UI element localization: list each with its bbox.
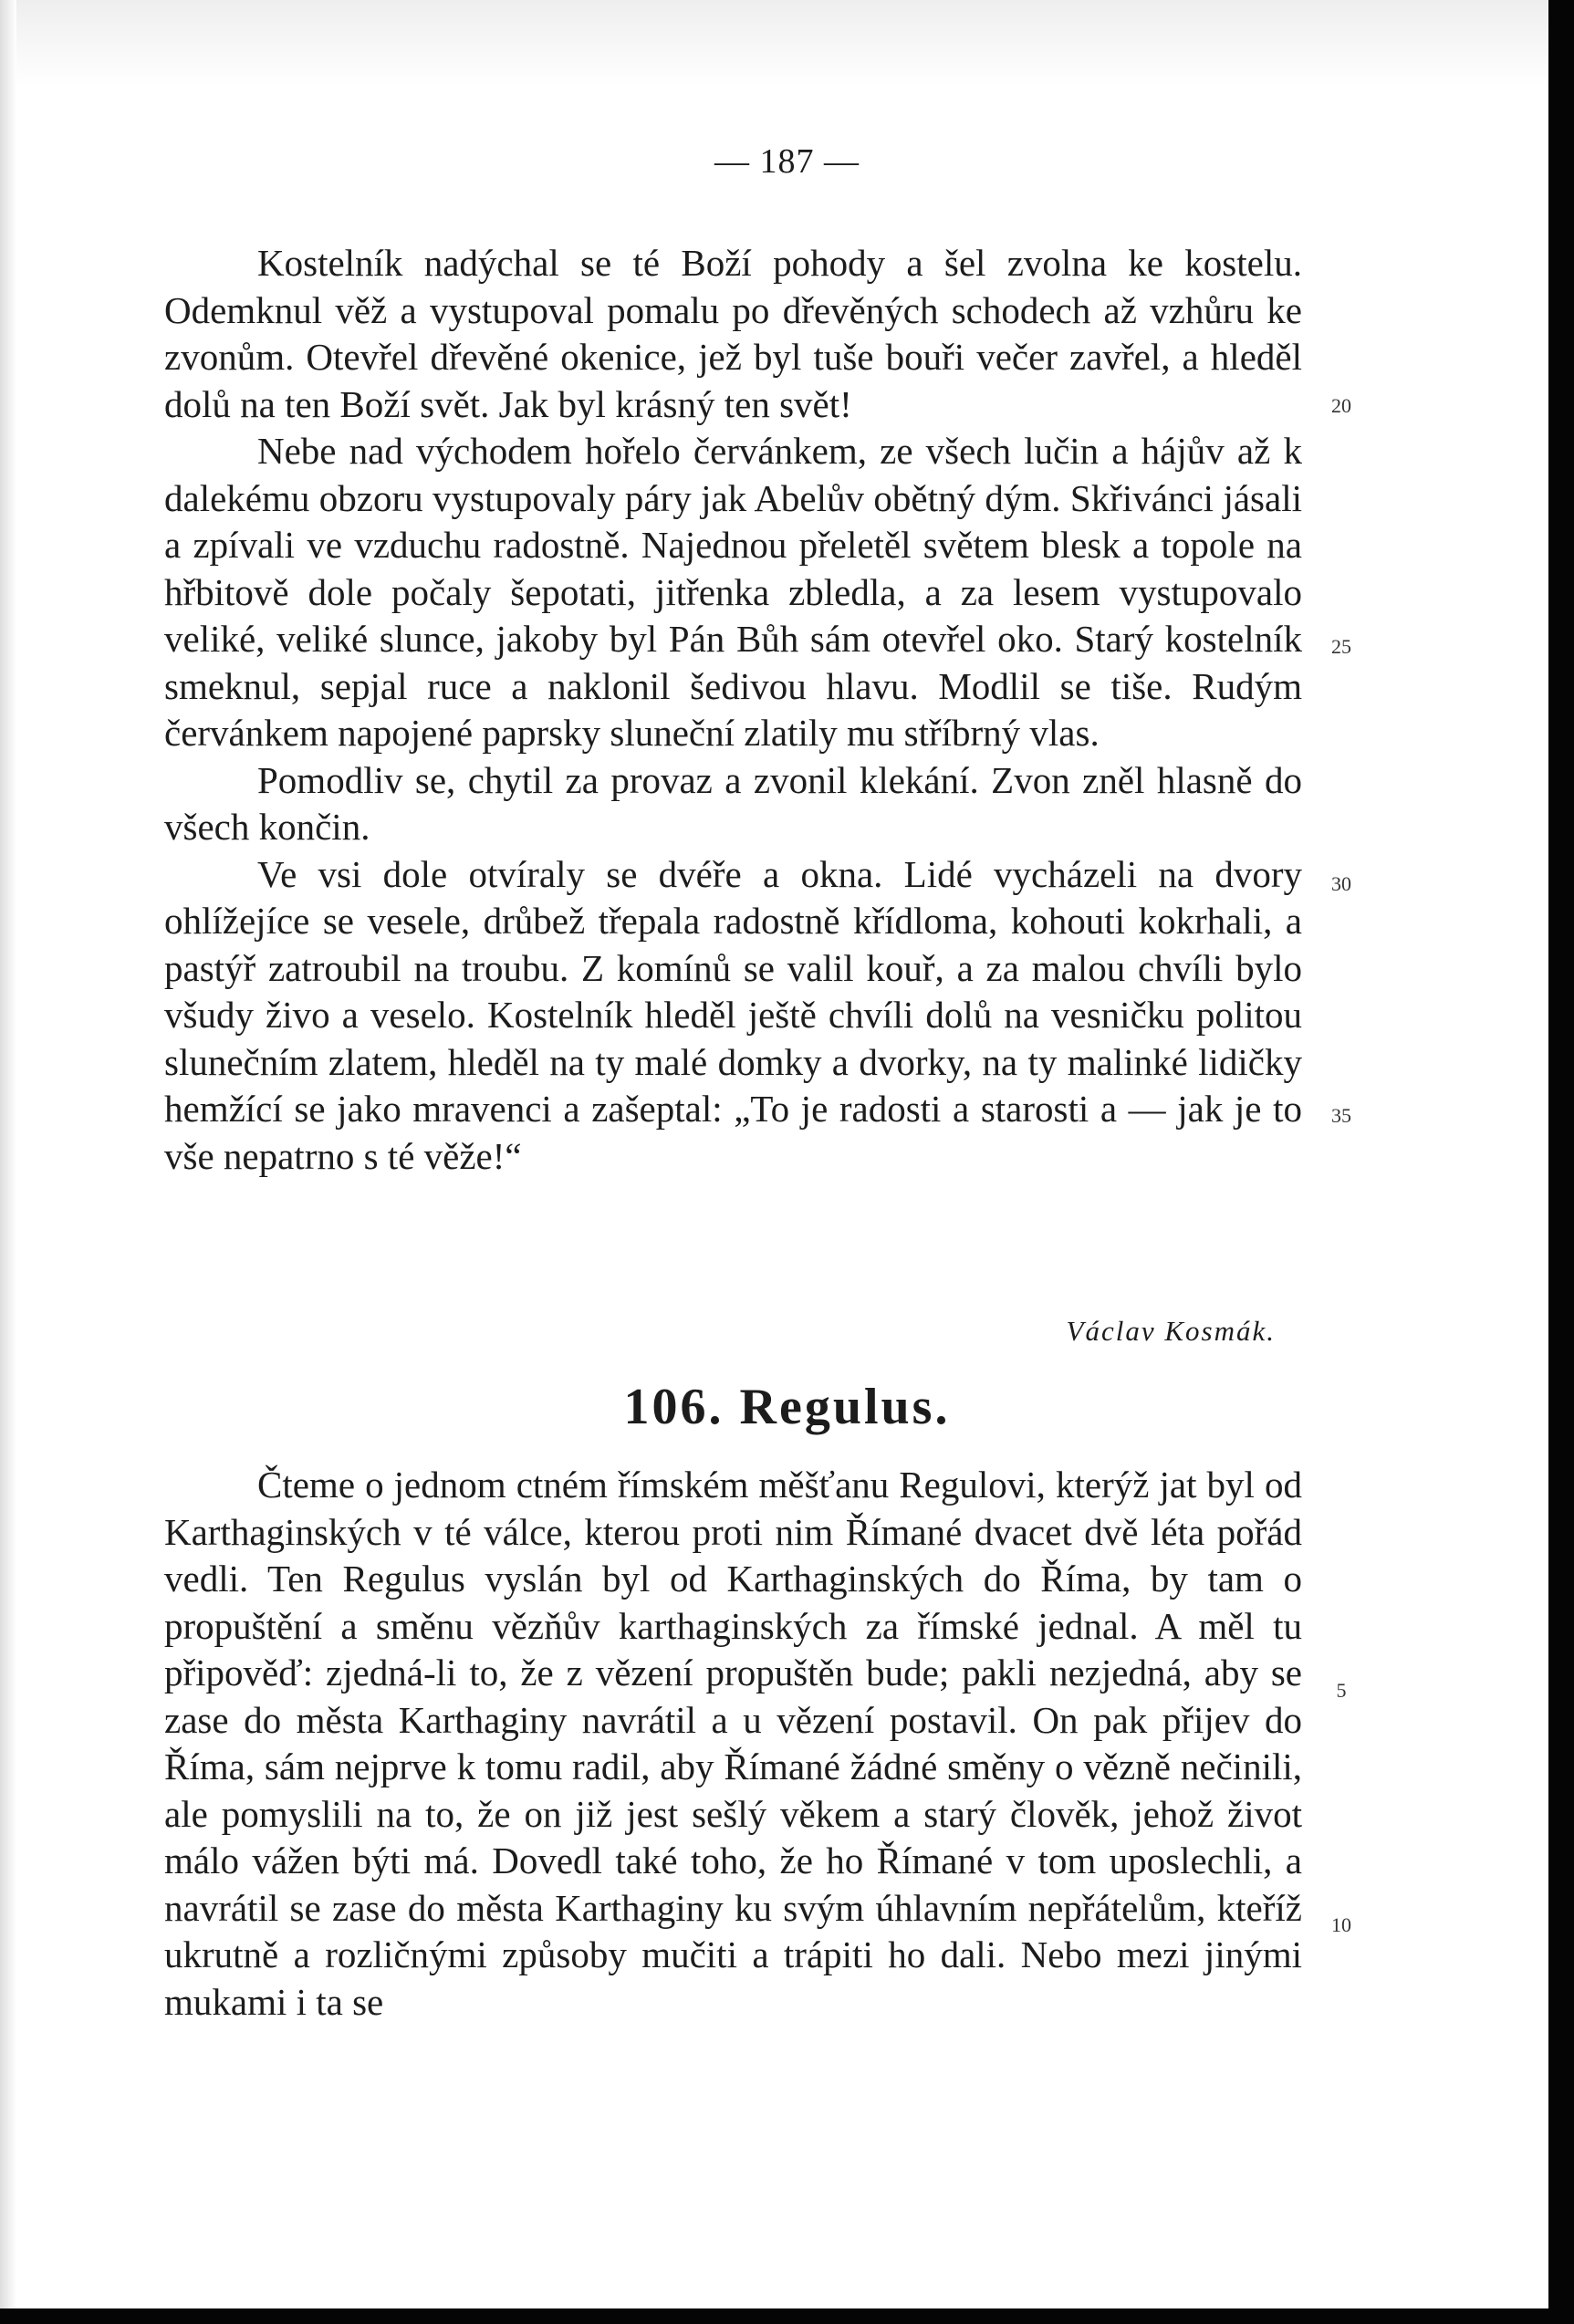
paragraph: Čteme o jednom ctném římském měšťanu Regulovi, kterýž jat byl od Karthaginských v té válce, kterou proti nim Římané dvacet dvě léta pořád vedli. Ten Regulus vyslán byl od Karthaginských do Říma, by tam o propuštění a směnu vězňův karthaginských za římské jednal. A měl tu připověď: zjedná-li to, že z vězení propuštěn bude; pakli nezjedná, aby se zase do města Karthaginy navrátil a u vězení postavil. On pak přijev do Říma, sám nejprve k tomu radil, aby Římané žádné směny o vězně nečinili, ale pomyslili na to, že on již jest sešlý věkem a starý člověk, jehož život málo vážen býti má. Dovedl také toho, že ho Římané v tom uposlechli, a navrátil se zase do města Karthaginy ku svým úhlavním nepřátelům, kteříž ukrutně a rozličnými způsoby mučiti a trápiti ho dali. Nebo mezi jinými mukami i ta se — [164, 1464, 1302, 2023]
author-signature: Václav Kosmák. — [1066, 1315, 1276, 1347]
chapter-heading: 106. Regulus. — [623, 1379, 951, 1435]
scan-border-right — [1548, 0, 1574, 2324]
story-continuation — [164, 240, 1302, 1180]
margin-line-number: 35 — [1331, 1104, 1351, 1127]
margin-line-number: 25 — [1331, 635, 1351, 658]
margin-line-number: 10 — [1331, 1913, 1351, 1936]
paragraph: Pomodliv se, chytil za provaz a zvonil klekání. Zvon zněl hlasně do všech končin. — [164, 758, 1302, 848]
paragraph: Nebe nad východem hořelo červánkem, ze všech lučin a hájův až k dalekému obzoru vystupovaly páry jak Abelův obětný dým. Skřivánci jásali a zpívali ve vzduchu radostně. Najednou přeletěl světem blesk a topole na hřbitově dole počaly šepotati, jitřenka zbledla, a za lesem vystupovalo veliké, veliké slunce, jakoby byl Pán Bůh sám otevřel oko. Starý kostelník smeknul, sepjal ruce a naklonil šedivou hlavu. Modlil se tiše. Rudým červánkem napojené paprsky sluneční zlatily mu stříbrný vlas. — [164, 430, 1302, 754]
scan-shading-left — [0, 0, 16, 2324]
paragraph: Kostelník nadýchal se té Boží pohody a šel zvolna ke kostelu. Odemknul věž a vystupoval pomalu po dřevěných schodech až vzhůru ke zvonům. Otevřel dřevěné okenice, jež byl tuše bouři večer zavřel, a hleděl dolů na ten Boží svět. Jak byl krásný ten svět! — [164, 242, 1302, 425]
scan-shading-top — [0, 0, 1574, 87]
margin-line-number: 20 — [1331, 394, 1351, 417]
scan-border-bottom — [0, 2308, 1574, 2324]
margin-line-number: 30 — [1331, 872, 1351, 895]
paragraph: Ve vsi dole otvíraly se dvéře a okna. Lidé vycházeli na dvory ohlížejíce se vesele, drůbež třepala radostně křídloma, kohouti kokrhali, a pastýř zatroubil na troubu. Z komínů se valil kouř, a za malou chvíli bylo všudy živo a veselo. Kostelník hleděl ještě chvíli dolů na vesničku politou slunečním zlatem, hleděl na ty malé domky a dvorky, na ty malinké lidičky hemžící se jako mravenci a zašeptal: „To je radosti a starosti a — jak je to vše nepatrno s té věže!“ — [164, 852, 1302, 1177]
chapter-body — [164, 1462, 1302, 2026]
margin-line-number: 5 — [1336, 1679, 1347, 1702]
page-number: — 187 — — [714, 142, 860, 181]
